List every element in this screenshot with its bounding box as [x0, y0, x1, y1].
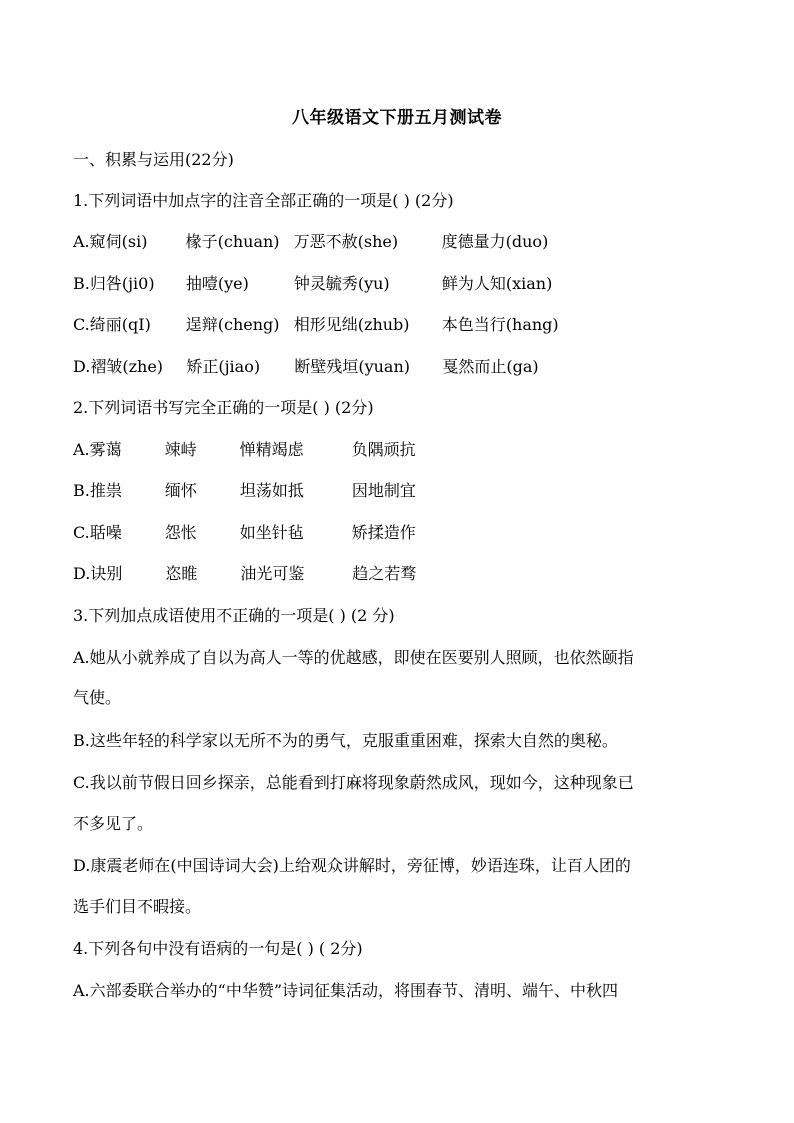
q3-option-a-line1: A.她从小就养成了自以为高人一等的优越感，即使在医要别人照顾，也依然颐指 — [73, 648, 634, 667]
option-item: 油光可鉴 — [240, 564, 305, 583]
option-label: C. — [73, 315, 90, 334]
section-heading: 一、积累与运用(22分) — [73, 150, 234, 169]
option-label: D. — [73, 357, 91, 376]
option-item: 惮精竭虑 — [239, 440, 304, 459]
question-4-stem: 4.下列各句中没有语病的一句是( ) ( 2分) — [73, 939, 363, 958]
page-title: 八年级语文下册五月测试卷 — [292, 108, 502, 128]
option-item: 椽子(chuan) — [185, 232, 280, 251]
option-item: 竦峙 — [164, 440, 197, 459]
option-item: 坦荡如抵 — [239, 481, 304, 500]
q3-option-a-line2: 气使。 — [73, 688, 122, 707]
option-item: 怨怅 — [164, 523, 197, 542]
option-label: B. — [73, 274, 90, 293]
option-item: 负隅顽抗 — [351, 440, 416, 459]
question-3-stem: 3.下列加点成语使用不正确的一项是( ) (2 分) — [73, 606, 395, 625]
option-item: 恣睢 — [165, 564, 198, 583]
option-item: 本色当行(hang) — [441, 315, 559, 334]
q4-option-a-line1: A.六部委联合举办的“中华赞”诗词征集活动，将围春节、清明、端午、中秋四 — [73, 981, 619, 1000]
option-item: 归咎(ji0) — [89, 274, 155, 293]
option-item: 聒噪 — [89, 523, 122, 542]
option-item: 因地制宜 — [351, 481, 416, 500]
option-item: 矫揉造作 — [351, 523, 416, 542]
q3-option-c-line2: 不多见了。 — [73, 814, 154, 833]
option-item: 如坐针毡 — [239, 523, 304, 542]
q3-option-c-line1: C.我以前节假日回乡探亲，总能看到打麻将现象蔚然成风，现如今，这种现象已 — [73, 773, 634, 792]
option-item: 绮丽(qI) — [89, 315, 151, 334]
option-item: 窥伺(si) — [89, 232, 148, 251]
option-item: 缅怀 — [164, 481, 197, 500]
option-label: A. — [73, 440, 90, 459]
option-item: 褶皱(zhe) — [90, 357, 164, 376]
q2-option-c — [73, 521, 416, 545]
option-label: A. — [73, 232, 90, 251]
q3-option-d-line2: 选手们目不暇接。 — [73, 897, 202, 916]
option-item: 断壁残垣(yuan) — [294, 357, 411, 376]
option-item: 诀别 — [90, 564, 123, 583]
option-label: D. — [73, 564, 91, 583]
option-item: 万恶不赦(she) — [293, 232, 399, 251]
q2-option-d — [73, 562, 416, 586]
question-1-stem: 1.下列词语中加点字的注音全部正确的一项是( ) (2分) — [73, 191, 454, 210]
question-2-stem: 2.下列词语书写完全正确的一项是( ) (2分) — [73, 398, 374, 417]
q1-option-b — [73, 272, 552, 296]
q2-option-a — [73, 438, 416, 462]
option-label: C. — [73, 523, 90, 542]
option-item: 相形见绌(zhub) — [293, 315, 410, 334]
option-item: 矫正(jiao) — [186, 357, 261, 376]
option-item: 雾蔼 — [89, 440, 122, 459]
option-item: 戛然而止(ga) — [442, 357, 539, 376]
option-item: 推祟 — [89, 481, 122, 500]
option-item: 钟灵毓秀(yu) — [293, 274, 390, 293]
option-item: 抽噎(ye) — [185, 274, 249, 293]
q3-option-d-line1: D.康震老师在(中国诗词大会)上给观众讲解时，旁征博，妙语连珠，让百人团的 — [73, 856, 631, 875]
q1-option-d — [73, 355, 539, 379]
q1-option-c — [73, 313, 559, 337]
option-item: 逞辩(cheng) — [185, 315, 280, 334]
option-item: 鲜为人知(xian) — [441, 274, 553, 293]
option-label: B. — [73, 481, 90, 500]
option-item: 趋之若骛 — [352, 564, 417, 583]
q3-option-b: B.这些年轻的科学家以无所不为的勇气，克服重重困难，探索大自然的奥秘。 — [73, 731, 618, 750]
option-item: 度德量力(duo) — [441, 232, 549, 251]
q1-option-a — [73, 230, 548, 254]
q2-option-b — [73, 479, 416, 503]
